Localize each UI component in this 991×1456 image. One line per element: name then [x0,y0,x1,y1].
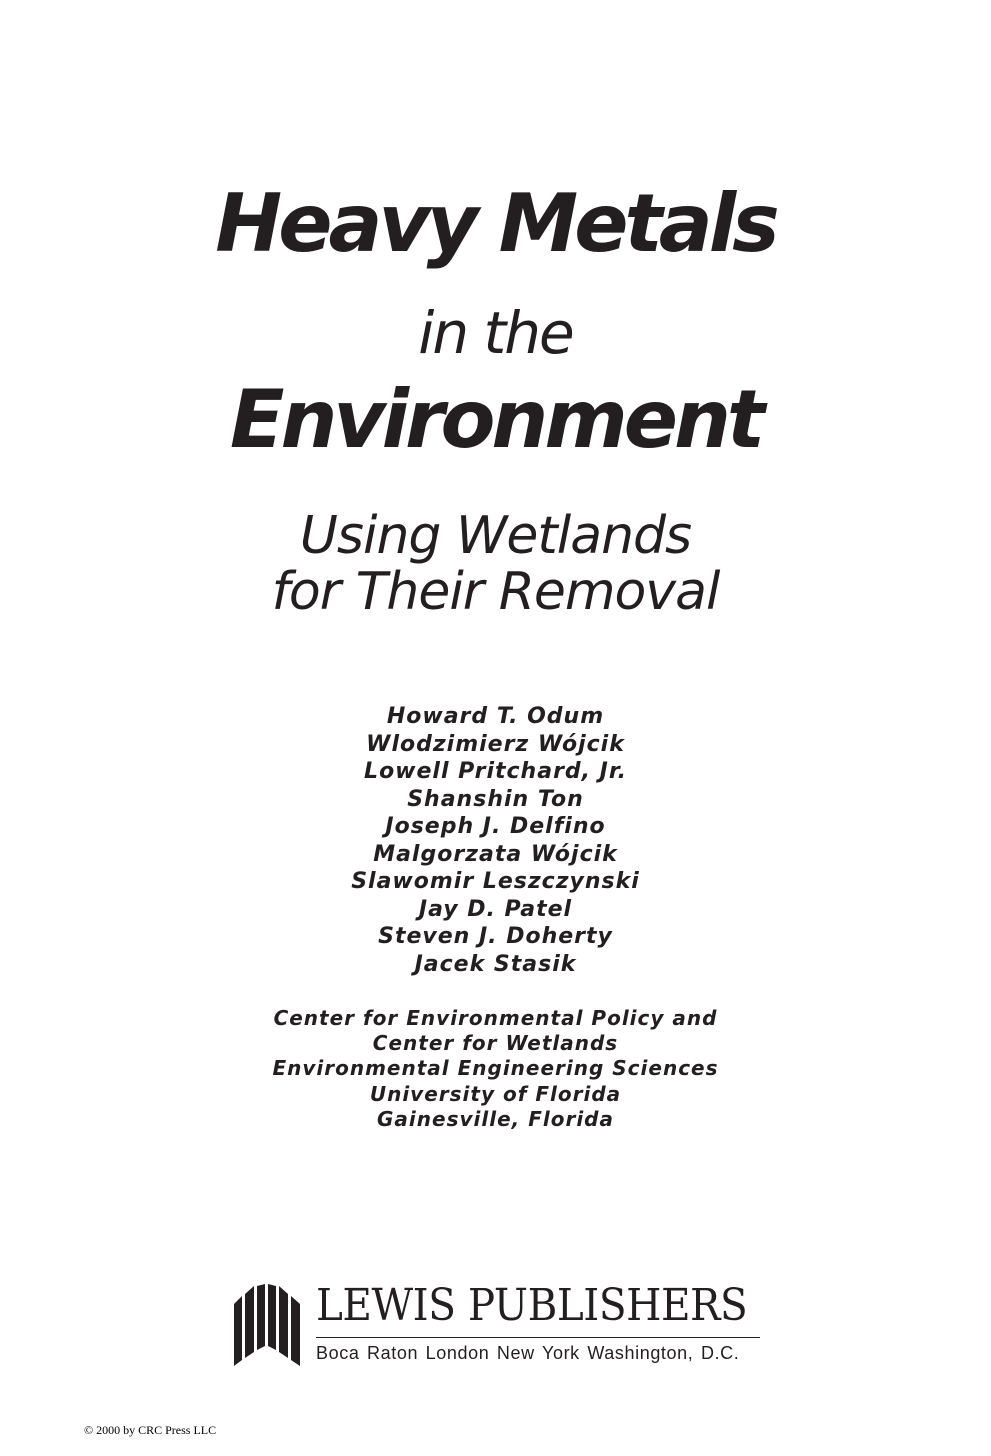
book-title-line-1: Heavy Metals [215,177,776,270]
affiliation-block [0,1006,991,1132]
author-name: Lowell Pritchard, Jr. [364,759,627,784]
author-name: Joseph J. Delfino [385,814,606,839]
book-title-line-2: in the [418,299,573,367]
author-name: Steven J. Doherty [378,924,613,949]
affiliation-line: Environmental Engineering Sciences [272,1056,719,1081]
author-name: Wlodzimierz Wójcik [366,731,625,757]
author-name: Malgorzata Wójcik [373,841,618,867]
publisher-name: LEWIS PUBLISHERS [316,1280,748,1331]
author-name: Howard T. Odum [386,704,605,729]
book-subtitle-line-2: for Their Removal [271,562,720,622]
book-title-line-3: Environment [229,373,762,466]
author-name: Jacek Stasik [414,951,577,977]
affiliation-line: University of Florida [369,1081,622,1106]
publisher-divider [316,1337,760,1338]
author-name: Slawomir Leszczynski [351,869,640,894]
publisher-imprint [234,1282,764,1372]
lewis-publishers-logo-icon [234,1284,304,1366]
author-name: Jay D. Patel [418,896,573,922]
affiliation-line: Center for Environmental Policy and [273,1006,718,1030]
author-list [0,703,991,978]
publisher-cities: Boca Raton London New York Washington, D.C. [316,1343,740,1363]
author-name: Shanshin Ton [407,786,584,812]
copyright-notice: © 2000 by CRC Press LLC [84,1423,217,1437]
affiliation-line: Center for Wetlands [372,1031,619,1056]
book-subtitle-line-1: Using Wetlands [299,506,692,566]
affiliation-line: Gainesville, Florida [377,1106,614,1131]
